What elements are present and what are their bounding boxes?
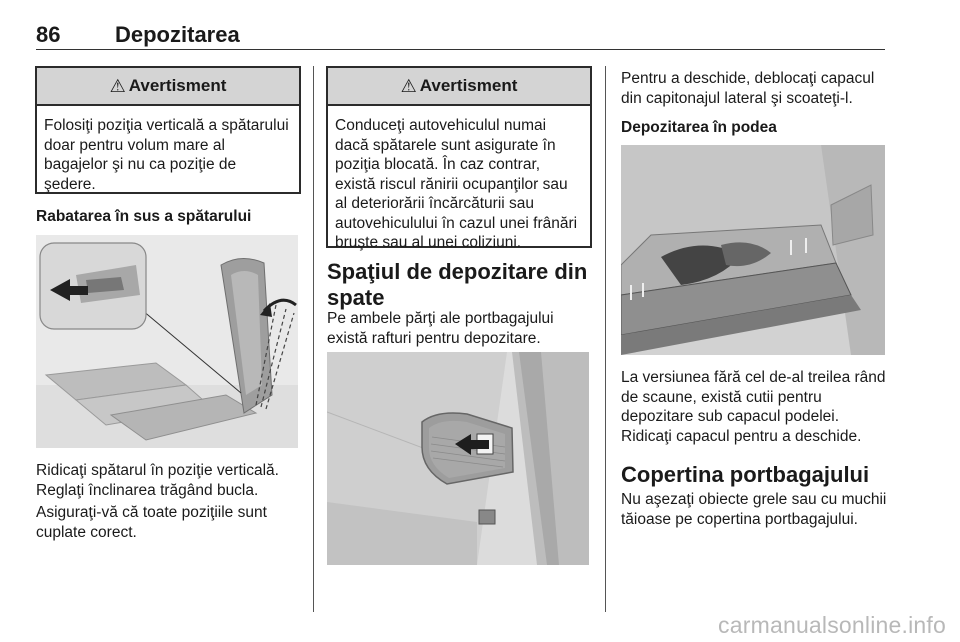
warning-title: Avertisment (419, 76, 518, 95)
warning-title: Avertisment (128, 76, 227, 95)
side-storage-illustration (327, 352, 589, 565)
subheading-floor-storage: Depozitarea în podea (621, 119, 777, 136)
warning-box-2 (326, 66, 592, 251)
paragraph-side-shelves: Pe ambele părţi ale portbagajului există rafturi pentru depozitare. (327, 310, 554, 347)
paragraph-raise-backrest: Ridicaţi spătarul în poziţie verticală. Reglaţi înclinarea trăgând bucla. (36, 462, 279, 499)
column-divider-1 (313, 66, 314, 612)
seat-backrest-illustration (36, 235, 298, 448)
warning-header (328, 68, 590, 106)
paragraph-check-positions: Asiguraţi-vă că toate poziţiile sunt cuplate corect. (36, 504, 267, 541)
paragraph-floor-boxes: La versiunea fără cel de-al treilea rând de scaune, există cutii pentru depozitare sub capacul podelei. Ridicaţi capacul pentru a deschide. (621, 369, 886, 445)
paragraph-cover-warning: Nu aşezaţi obiecte grele sau cu muchii tăioase pe copertina portbagajului. (621, 491, 887, 528)
paragraph-open-cover: Pentru a deschide, deblocaţi capacul din capitonajul lateral şi scoateţi-l. (621, 70, 875, 107)
floor-storage-illustration (621, 145, 885, 355)
section-heading-rear-storage: Spaţiul de depozitare din spate (327, 259, 588, 310)
header-rule (36, 49, 885, 50)
section-heading-luggage-cover: Copertina portbagajului (621, 462, 870, 487)
warning-text: Conduceţi autovehiculul numai dacă spătarele sunt asigurate în poziţia blocată. În caz contrar, există riscul rănirii ocupanţilor sau al deteriorării încărcăturii sau autovehiculului în cazul unei frânări bruşte sau al unei coliziuni. (335, 117, 578, 251)
warning-text: Folosiţi poziţia verticală a spătarului doar pentru volum mare al bagajelor şi nu ca poziţie de şedere. (44, 117, 289, 193)
column-divider-2 (605, 66, 606, 612)
warning-triangle-icon: ⚠ (109, 75, 126, 96)
page-title: Depozitarea (115, 22, 240, 47)
warning-header (37, 68, 299, 106)
page-number: 86 (36, 22, 61, 47)
footer-website: carmanualsonline.info (718, 612, 946, 638)
subheading-fold-up: Rabatarea în sus a spătarului (36, 208, 252, 225)
warning-triangle-icon: ⚠ (400, 75, 417, 96)
warning-box-1 (35, 66, 301, 194)
